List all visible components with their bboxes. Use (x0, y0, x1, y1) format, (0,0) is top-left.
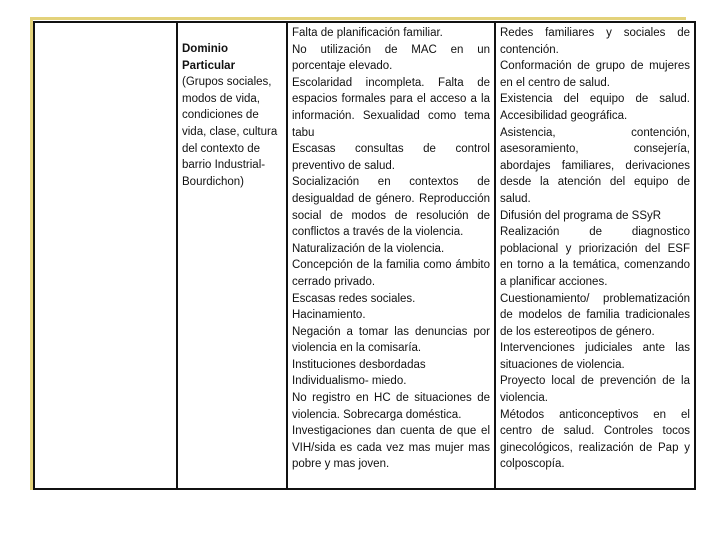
problem-line: Instituciones desbordadas (292, 358, 426, 371)
dimension-title-line: Dominio (182, 43, 228, 55)
resource-line: Proyecto local de prevención de la (500, 375, 690, 388)
problem-line: No registro en HC de situaciones de (292, 392, 490, 405)
problem-line: Investigaciones dan cuenta de que el (292, 425, 490, 438)
resource-line: Conformación de grupo de mujeres (500, 60, 690, 73)
problem-line: porcentaje elevado. (292, 60, 393, 73)
dimension-detail (182, 74, 282, 190)
resource-line: abordajes familiares, derivaciones (500, 159, 690, 172)
problem-line: violencia en la comisaría. (292, 342, 422, 355)
empty-cell (34, 22, 177, 489)
problem-line: violencia. Sobrecarga doméstica. (292, 408, 462, 421)
resource-line: Asistencia, contención, (500, 126, 690, 139)
resource-line: contención. (500, 43, 559, 56)
resource-line: asesoramiento, consejería, (500, 143, 690, 156)
dimension-detail-line: modos de vida, (182, 92, 260, 105)
problem-line: Socialización en contextos de (292, 176, 490, 189)
problem-line: Falta de planificación familiar. (292, 27, 443, 39)
resource-line: de modelos de familia tradicionales (500, 309, 690, 322)
problem-line: Negación a tomar las denuncias por (292, 325, 490, 338)
problem-line: tabu (292, 126, 315, 139)
problem-line: pobre y mas joven. (292, 458, 390, 471)
problem-line: Individualismo- miedo. (292, 375, 407, 388)
resource-line: poblacional y priorización del ESF (500, 242, 690, 255)
resource-line: Intervenciones judiciales ante las (500, 342, 690, 355)
resource-line: Difusión del programa de SSyR (500, 209, 662, 222)
problem-line: Hacinamiento. (292, 309, 366, 322)
problem-line: social de modos de resolución de (292, 209, 490, 222)
table-row (34, 22, 695, 489)
resource-line: ginecológicos, realización de Pap y (500, 441, 690, 454)
dimension-detail-line: condiciones de (182, 109, 259, 122)
problem-line: Concepción de la familia como ámbito (292, 259, 490, 272)
resource-line: situaciones de violencia. (500, 358, 625, 371)
dimension-cell (177, 22, 287, 489)
problem-line: Escolaridad incompleta. Falta de (292, 76, 490, 89)
dimension-detail-line: del contexto de (182, 142, 261, 155)
dimension-detail-line: Bourdichon) (182, 175, 245, 188)
problem-line: preventivo de salud. (292, 159, 395, 172)
resource-line: Existencia del equipo de salud. (500, 93, 690, 106)
problem-line: Naturalización de la violencia. (292, 242, 445, 255)
top-accent-bar (30, 17, 686, 20)
resource-line: en torno a la temática, comenzando (500, 259, 690, 272)
resource-line: Accesibilidad geográfica. (500, 109, 628, 122)
resources-cell (495, 22, 695, 489)
dimension-detail-line: (Grupos sociales, (182, 76, 272, 89)
problem-line: VIH/sida es cada vez mas mujer mas (292, 441, 490, 454)
dimension-detail-line: vida, clase, cultura (182, 125, 278, 138)
analysis-table (33, 21, 696, 490)
resource-line: centro de salud. Controles tocos (500, 425, 690, 438)
problem-line: conflictos a través de la violencia. (292, 226, 464, 239)
resource-line: violencia. (500, 392, 548, 405)
resource-line: colposcopía. (500, 458, 565, 471)
dimension-title (182, 25, 282, 74)
resource-line: desde la atención del equipo de (500, 176, 690, 189)
resource-line: de los estereotipos de género. (500, 325, 655, 338)
problem-line: Escasas consultas de control (292, 143, 490, 156)
resource-line: Métodos anticonceptivos en el (500, 408, 690, 421)
resource-line: Redes familiares y sociales de (500, 27, 690, 39)
resource-line: a planificar acciones. (500, 275, 608, 288)
problem-line: Escasas redes sociales. (292, 292, 416, 305)
problems-cell (287, 22, 495, 489)
dimension-detail-line: barrio Industrial- (182, 159, 266, 172)
problem-line: desigualdad de género. Reproducción (292, 192, 490, 205)
resource-line: en el centro de salud. (500, 76, 610, 89)
resource-line: Cuestionamiento/ problematización (500, 292, 690, 305)
problem-line: información. Sexualidad como tema (292, 109, 490, 122)
problem-line: No utilización de MAC en un (292, 43, 490, 56)
problem-line: espacios formales para el acceso a la (292, 93, 490, 106)
dimension-title-line: Particular (182, 59, 236, 72)
resource-line: salud. (500, 192, 531, 205)
resource-line: Realización de diagnostico (500, 226, 690, 239)
problem-line: cerrado privado. (292, 275, 376, 288)
